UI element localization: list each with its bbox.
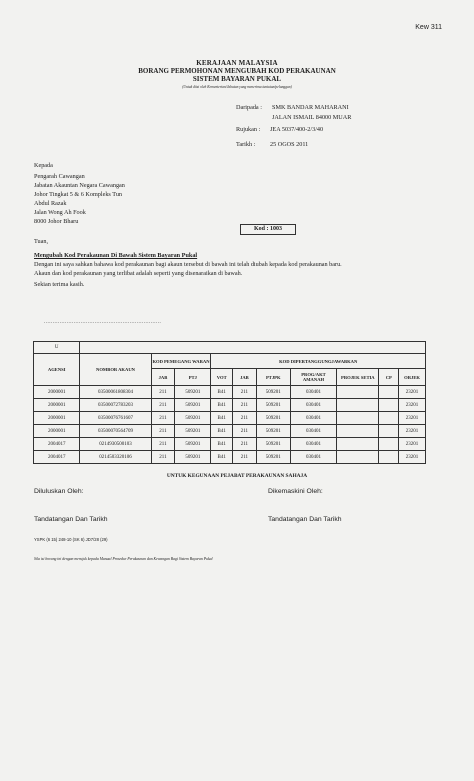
recipient-line: Abdul Razak: [34, 200, 67, 207]
cell-projek: [337, 438, 379, 451]
cell-jab2: 211: [233, 425, 257, 438]
date-value: 25 OGOS 2011: [270, 141, 309, 148]
cell-ptjpk: 509201: [256, 399, 290, 412]
cell-ptjpk: 509201: [256, 412, 290, 425]
table-top-blank: [80, 342, 426, 354]
cell-jab: 211: [151, 425, 175, 438]
cell-projek: [337, 425, 379, 438]
header-agensi: AGENSI: [34, 354, 80, 386]
cell-orjek: 23201: [399, 399, 426, 412]
cell-orjek: 23201: [399, 425, 426, 438]
recipient-line: Johor Tingkat 5 & 6 Kompleks Tun: [34, 191, 123, 198]
cell-orjek: 23201: [399, 412, 426, 425]
kod-box: Kod : 1003: [240, 224, 296, 235]
subject: Mengubah Kod Perakaunan Di Bawah Sistem Bayaran Pukal: [34, 252, 198, 259]
cell-agensi: 2000001: [34, 399, 80, 412]
office-use-heading: UNTUK KEGUNAAN PEJABAT PERAKAUNAN SAHAJA: [166, 473, 308, 479]
cell-ptj: 509201: [175, 399, 211, 412]
ref-value: JEA 5037/400-2/3/40: [270, 126, 324, 133]
recipient-line: Jalan Wong Ah Fook: [34, 209, 86, 216]
ref-label: Rujukan :: [236, 126, 261, 133]
cell-ptj: 509201: [175, 438, 211, 451]
cell-akaun: 0214503320106: [80, 451, 151, 464]
recipient-line: 8000 Johor Bharu: [34, 218, 79, 225]
footnote: Sila isi borang ini dengan merujuk kepada Manual Prosedur Perakaunan dan Kewangan Bagi Sistem Bayaran Pukal: [34, 557, 213, 561]
cell-ptjpk: 509201: [256, 451, 290, 464]
cell-projek: [337, 399, 379, 412]
cell-projek: [337, 412, 379, 425]
header-prog-akt: PROG/AKT AMANAH: [290, 369, 336, 386]
header-jab: JAB: [151, 369, 175, 386]
cell-orjek: 23201: [399, 438, 426, 451]
cell-vot: B41: [211, 451, 233, 464]
account-code-table: [33, 341, 426, 464]
cell-orjek: 23201: [399, 451, 426, 464]
header-note: (Untuk diisi oleh Kementerian/Jabatan yang menerima tuntutan/pelanggan): [182, 85, 292, 89]
table-row: [34, 425, 426, 438]
cell-agensi: 2000001: [34, 412, 80, 425]
cell-jab2: 211: [233, 438, 257, 451]
header-ptj: PTJ: [175, 369, 211, 386]
cell-akaun: 03500076761607: [80, 412, 151, 425]
cell-agensi: 2004017: [34, 451, 80, 464]
cell-jab2: 211: [233, 412, 257, 425]
cell-prog: 030401: [290, 425, 336, 438]
table-row: [34, 438, 426, 451]
print-reference: YSPK (6 15) 248-10 (SK 6) JD7/28 (29): [34, 537, 108, 542]
cell-cp: [379, 425, 399, 438]
cell-ptjpk: 509201: [256, 438, 290, 451]
from-label: Daripada :: [236, 104, 262, 111]
cell-ptj: 509201: [175, 412, 211, 425]
cell-agensi: 2004017: [34, 438, 80, 451]
cell-vot: B41: [211, 399, 233, 412]
cell-ptj: 509201: [175, 425, 211, 438]
header-kod-pemegang: KOD PEMEGANG WARAN: [151, 354, 211, 369]
cell-jab2: 211: [233, 386, 257, 399]
header-line-3: SISTEM BAYARAN PUKAL: [192, 75, 282, 83]
cell-vot: B41: [211, 438, 233, 451]
salutation: Tuan,: [34, 238, 49, 245]
cell-prog: 030401: [290, 451, 336, 464]
body-line: Dengan ini saya sahkan bahawa kod perakaunan bagi akaun tersebut di bawah ini telah diubah kepada kod perakaunan baru.: [34, 261, 342, 268]
cell-ptj: 509201: [175, 386, 211, 399]
sign-left: Tandatangan Dan Tarikh: [34, 516, 108, 523]
cell-prog: 030401: [290, 412, 336, 425]
closing: Sekian terima kasih.: [34, 281, 85, 288]
cell-agensi: 2000001: [34, 425, 80, 438]
to-label: Kepada: [34, 162, 53, 169]
cell-projek: [337, 451, 379, 464]
cell-cp: [379, 386, 399, 399]
cell-jab: 211: [151, 399, 175, 412]
cell-cp: [379, 399, 399, 412]
sign-right: Tandatangan Dan Tarikh: [268, 516, 342, 523]
from-line-1: SMK BANDAR MAHARANI: [272, 104, 349, 111]
cell-prog: 030401: [290, 386, 336, 399]
cell-ptjpk: 509201: [256, 425, 290, 438]
cell-cp: [379, 412, 399, 425]
cell-jab: 211: [151, 438, 175, 451]
cell-jab2: 211: [233, 451, 257, 464]
cell-akaun: 03500070564709: [80, 425, 151, 438]
cell-vot: B41: [211, 425, 233, 438]
table-row: [34, 386, 426, 399]
header-line-1: KERAJAAN MALAYSIA: [196, 59, 278, 67]
header-orjek: ORJEK: [399, 369, 426, 386]
cell-prog: 030401: [290, 399, 336, 412]
header-ptjpk: PTJPK: [256, 369, 290, 386]
header-jab-2: JAB: [233, 369, 257, 386]
cell-projek: [337, 386, 379, 399]
signature-dots: ...................................................................: [44, 320, 162, 325]
header-nombor-akaun: NOMBOR AKAUN: [80, 354, 151, 386]
header-projek-setia: PROJEK SETIA: [337, 369, 379, 386]
cell-jab: 211: [151, 412, 175, 425]
cell-prog: 030401: [290, 438, 336, 451]
table-row: [34, 399, 426, 412]
from-line-2: JALAN ISMAIL 84000 MUAR: [272, 114, 352, 121]
body-line: Akaun dan kod perakaunan yang terlibat adalah seperti yang disenaraikan di bawah.: [34, 270, 243, 277]
cell-akaun: 03500061808304: [80, 386, 151, 399]
cell-jab: 211: [151, 451, 175, 464]
table-top-cell: U: [34, 342, 80, 354]
header-kod-dipertanggung: KOD DIPERTANGGUNGJAWABKAN: [211, 354, 426, 369]
recipient-line: Jabatan Akauntan Negara Cawangan: [34, 182, 125, 189]
cell-ptj: 509201: [175, 451, 211, 464]
approved-label: Diluluskan Oleh:: [34, 488, 84, 495]
recipient-line: Pengarah Cawangan: [34, 173, 85, 180]
header-cp: CP: [379, 369, 399, 386]
cell-ptjpk: 509201: [256, 386, 290, 399]
form-code: Kew 311: [415, 24, 442, 31]
table-row: [34, 451, 426, 464]
cell-akaun: 03500072783203: [80, 399, 151, 412]
cell-vot: B41: [211, 386, 233, 399]
cell-jab: 211: [151, 386, 175, 399]
header-line-2: BORANG PERMOHONAN MENGUBAH KOD PERAKAUNAN: [138, 67, 336, 75]
checked-label: Dikemaskini Oleh:: [268, 488, 323, 495]
cell-akaun: 0214930500103: [80, 438, 151, 451]
date-label: Tarikh :: [236, 141, 256, 148]
cell-orjek: 23201: [399, 386, 426, 399]
cell-vot: B41: [211, 412, 233, 425]
cell-agensi: 2000001: [34, 386, 80, 399]
table-row: [34, 412, 426, 425]
cell-jab2: 211: [233, 399, 257, 412]
cell-cp: [379, 438, 399, 451]
header-vot: VOT: [211, 369, 233, 386]
cell-cp: [379, 451, 399, 464]
